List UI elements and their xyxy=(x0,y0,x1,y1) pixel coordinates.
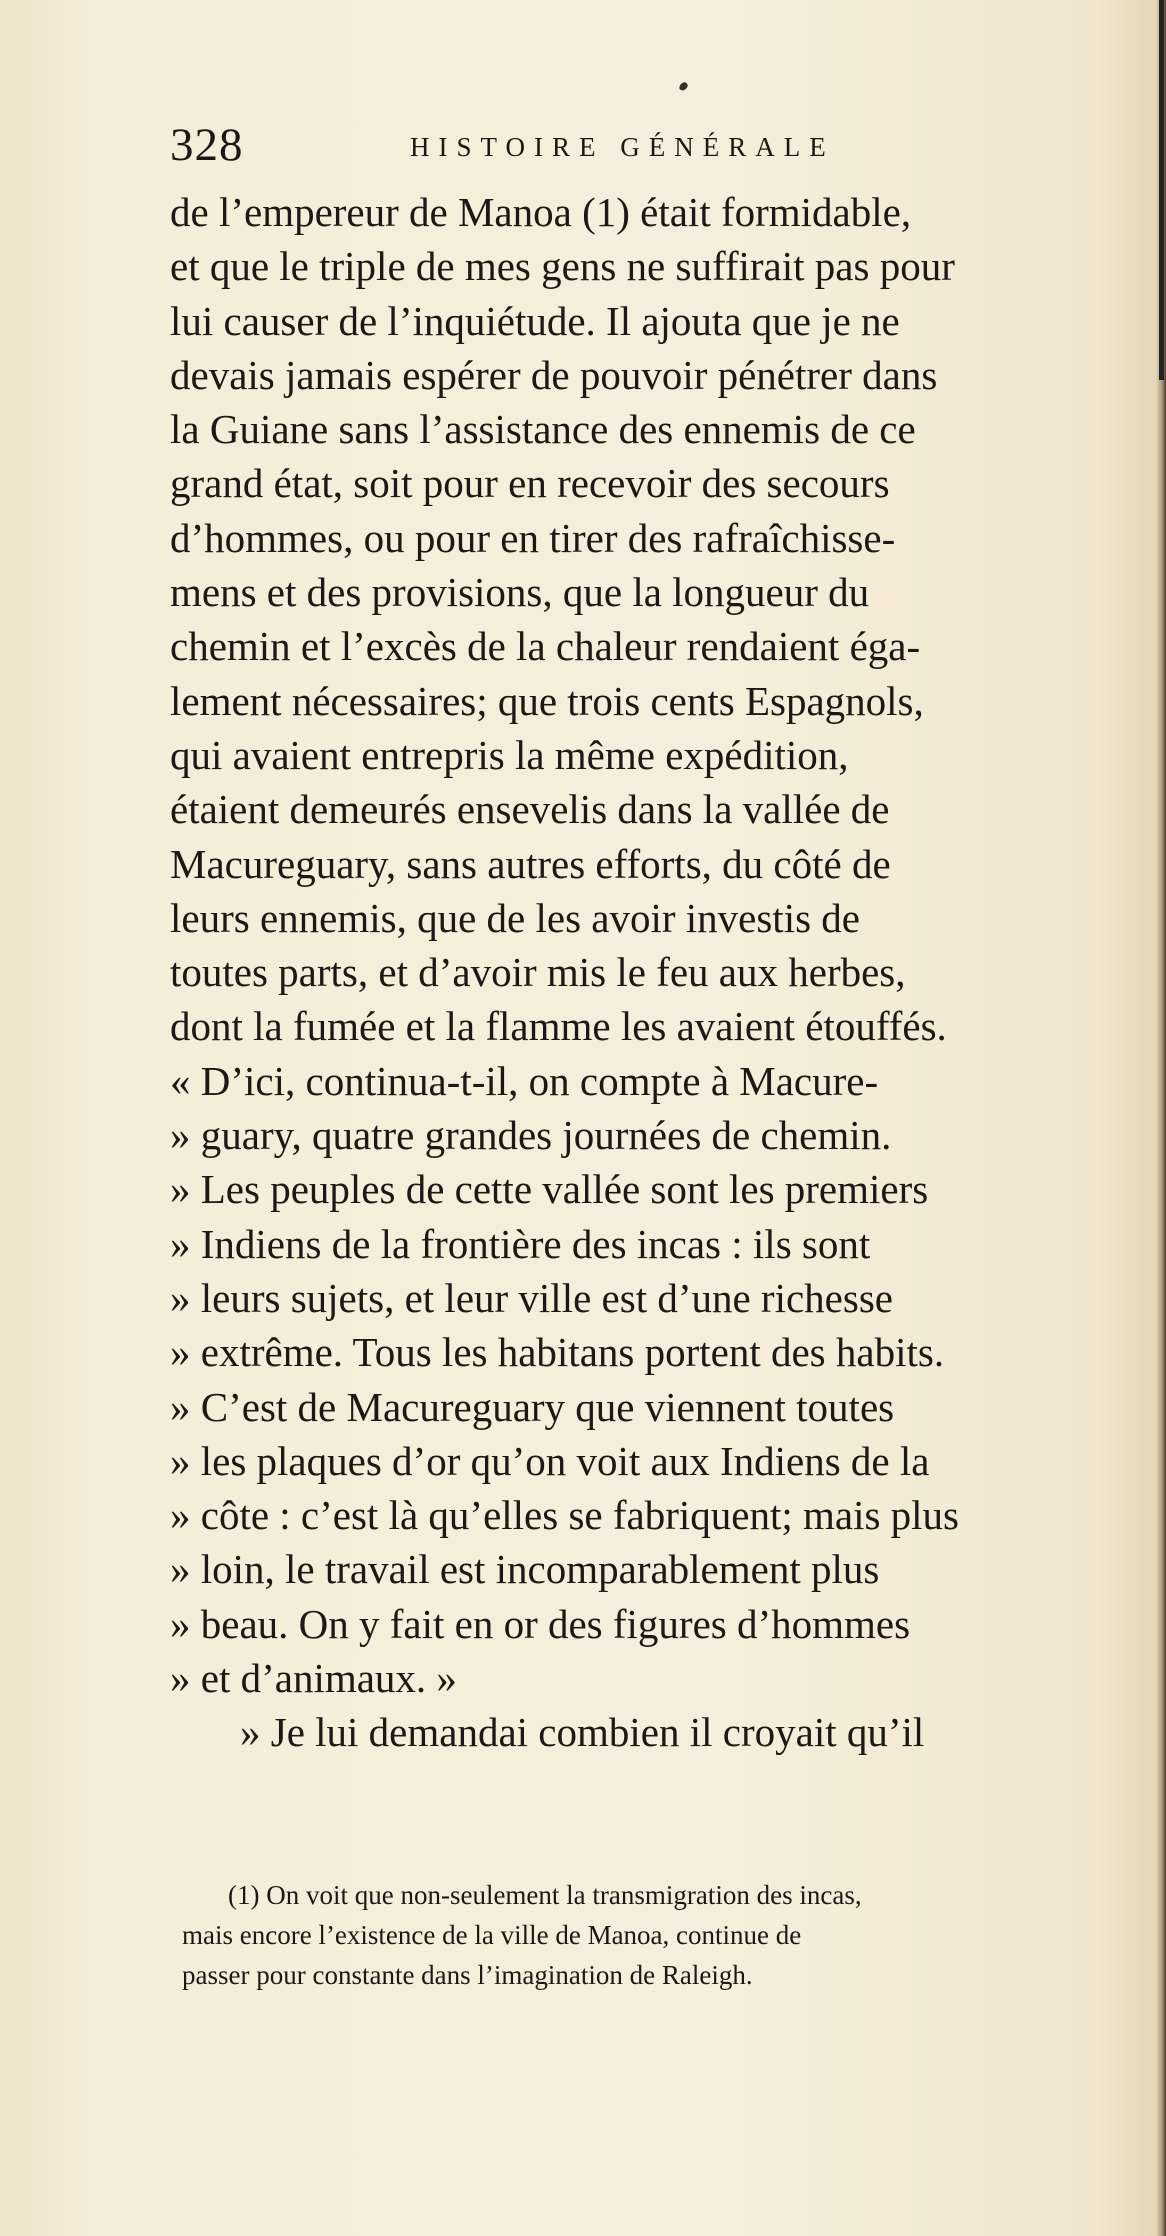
page-edge-bar xyxy=(1159,0,1164,380)
footnote-line: mais encore l’existence de la ville de Manoa, continue de xyxy=(182,1920,802,1950)
text-line: leurs ennemis, que de les avoir investis de xyxy=(170,894,860,941)
text-line: la Guiane sans l’assistance des ennemis de ce xyxy=(170,406,916,453)
text-line: Macureguary, sans autres efforts, du côté de xyxy=(170,840,891,887)
text-line: chemin et l’excès de la chaleur rendaient éga- xyxy=(170,623,921,670)
ink-speck xyxy=(678,81,689,92)
text-line: mens et des provisions, que la longueur du xyxy=(170,569,870,616)
text-line: » Indiens de la frontière des incas : ils sont xyxy=(170,1220,871,1267)
text-line: de l’empereur de Manoa (1) était formidable, xyxy=(170,189,912,235)
text-line: » et d’animaux. » xyxy=(170,1655,457,1702)
text-line: » beau. On y fait en or des figures d’hommes xyxy=(170,1600,911,1647)
text-line: qui avaient entrepris la même expédition, xyxy=(170,731,849,778)
text-line: étaient demeurés ensevelis dans la vallée de xyxy=(170,786,890,833)
page-header xyxy=(170,118,940,188)
main-text xyxy=(170,185,1160,1760)
page-number: 328 xyxy=(170,119,244,171)
text-line: » C’est de Macureguary que viennent toutes xyxy=(170,1383,895,1430)
text-line: devais jamais espérer de pouvoir pénétrer dans xyxy=(170,351,938,398)
text-line: dont la fumée et la flamme les avaient étouffés. xyxy=(170,1003,947,1050)
text-line: lui causer de l’inquiétude. Il ajouta que je ne xyxy=(170,297,900,344)
text-line: » côte : c’est là qu’elles se fabriquent; mais plus xyxy=(170,1492,960,1539)
running-head: HISTOIRE GÉNÉRALE xyxy=(410,132,835,162)
text-line: » extrême. Tous les habitans portent des habits. xyxy=(170,1329,945,1376)
footnote-line: passer pour constante dans l’imagination de Raleigh. xyxy=(182,1960,753,1990)
footnote-line: (1) On voit que non-seulement la transmigration des incas, xyxy=(228,1880,862,1910)
text-line: » guary, quatre grandes journées de chemin. xyxy=(170,1112,892,1159)
text-line: » loin, le travail est incomparablement plus xyxy=(170,1546,880,1593)
text-line: » Je lui demandai combien il croyait qu’il xyxy=(240,1709,925,1756)
text-line: et que le triple de mes gens ne suffirait pas pour xyxy=(170,243,955,290)
footnote xyxy=(182,1875,1150,1995)
text-line: « D’ici, continua-t-il, on compte à Macure- xyxy=(170,1057,879,1104)
text-line: » leurs sujets, et leur ville est d’une richesse xyxy=(170,1274,893,1321)
text-line: » les plaques d’or qu’on voit aux Indiens de la xyxy=(170,1437,930,1484)
text-line: grand état, soit pour en recevoir des secours xyxy=(170,460,890,507)
text-line: » Les peuples de cette vallée sont les premiers xyxy=(170,1166,929,1213)
text-line: lement nécessaires; que trois cents Espagnols, xyxy=(170,677,924,724)
text-line: toutes parts, et d’avoir mis le feu aux herbes, xyxy=(170,949,906,996)
text-line: d’hommes, ou pour en tirer des rafraîchisse- xyxy=(170,514,896,561)
